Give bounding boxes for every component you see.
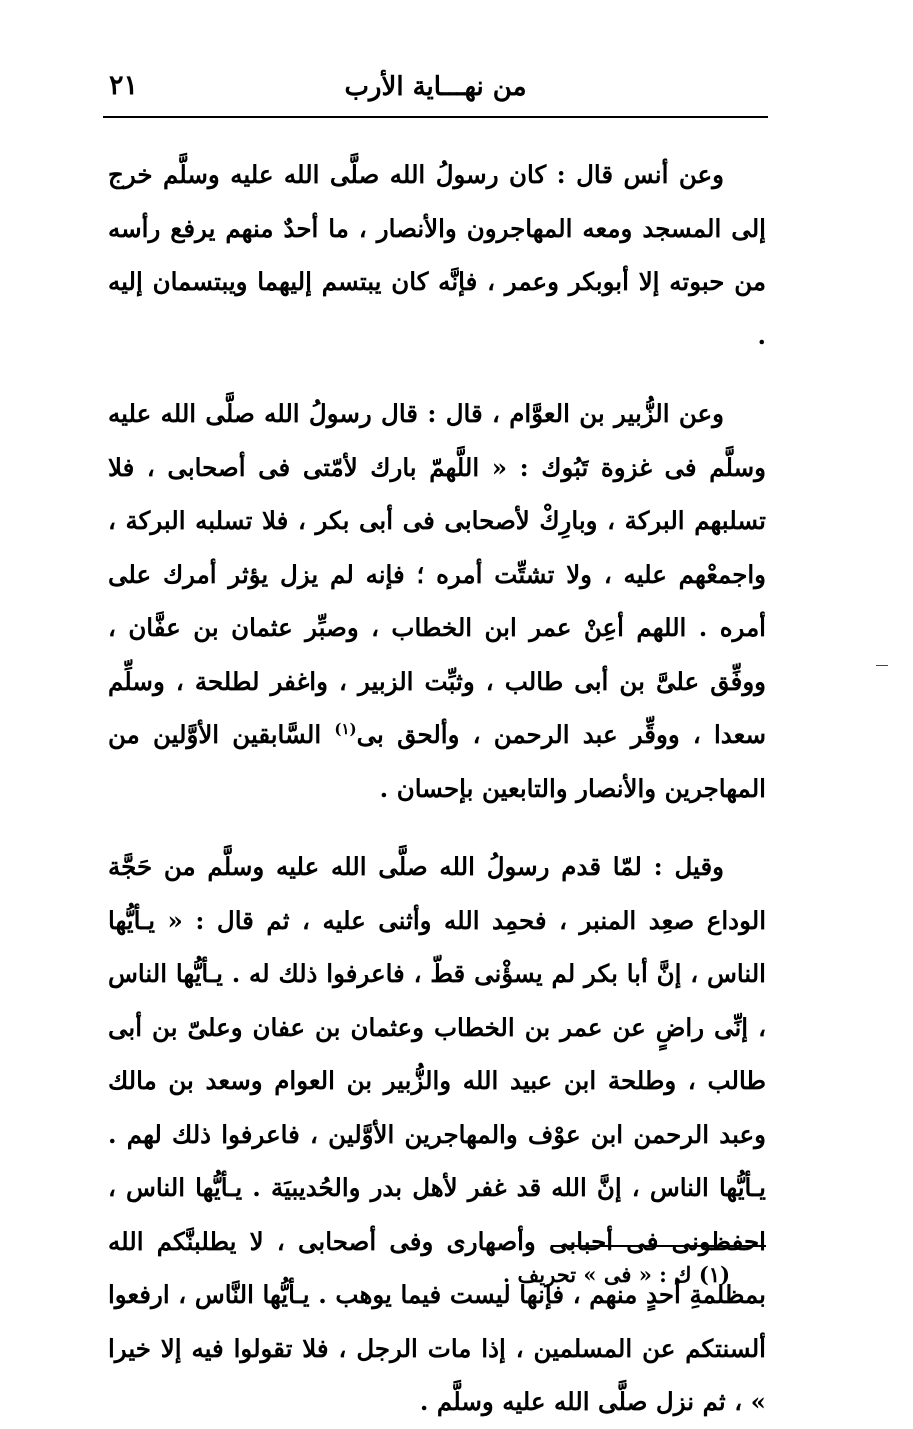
body-text [108,148,766,1429]
running-title: من نهـــاية الأرب [344,72,527,102]
paragraph-zubayr-text: وعن الزُّبير بن العوَّام ، قال : قال رسولُ الله صلَّى الله عليه وسلَّم فى غزوة تَبُوك : « اللَّهمّ بارك لأمّتى فى أصحابى ، فلا تسلبهم البركة ، وبارِكْ لأصحابى فى أبى بكر ، فلا تسلبه البركة ، واجمعْهم عليه ، ولا تشتِّت أمره ؛ فإنه لم يزل يؤثر أمرك على أمره . اللهم أعِنْ عمر ابن الخطاب ، وصبِّر عثمان بن عفَّان ، ووفِّق علىَّ بن أبى طالب ، وثبِّت الزبير ، واغفر لطلحة ، وسلِّم سعدا ، ووقِّر عبد الرحمن ، وألحق بى [108,399,766,749]
paragraph-anas: وعن أنس قال : كان رسولُ الله صلَّى الله عليه وسلَّم خرج إلى المسجد ومعه المهاجرون والأنصار ، ما أحدٌ منهم يرفع رأسه من حبوته إلا أبوبكر وعمر ، فإنَّه كان يبتسم إليهما ويبتسمان إليه . [108,160,766,350]
page-header [103,58,768,106]
footnote: (١) ك : « فى » تحريف . [502,1262,730,1287]
paragraph-zubayr [108,387,766,815]
header-rule [103,116,768,118]
page-number: ٢١ [109,70,139,101]
margin-mark [876,665,888,666]
footnote-reference[interactable]: (١) [334,719,357,738]
paragraph-zubayr-text-after: السَّابقين الأوَّلين من المهاجرين والأنصار والتابعين بإحسان . [108,720,766,803]
paragraph-farewell-pilgrimage: وقيل : لمّا قدم رسولُ الله صلَّى الله عليه وسلَّم من حَجَّة الوداع صعِد المنبر ، فحمِد الله وأثنى عليه ، ثم قال : « يـأيُّها الناس ، إنَّ أبا بكر لم يسؤْنى قطّ ، فاعرفوا ذلك له . يـأيُّها الناس ، إنِّى راضٍ عن عمر بن الخطاب وعثمان بن عفان وعلىّ بن أبى طالب ، وطلحة ابن عبيد الله والزُّبير بن العوام وسعد بن مالك وعبد الرحمن ابن عوْف والمهاجرين الأوَّلين ، فاعرفوا ذلك لهم . يـأيُّها الناس ، إنَّ الله قد غفر لأهل بدر والحُديبيَة . يـأيُّها الناس ، احفظونى فى أحبابى وأصهارى وفى أصحابى ، لا يطلبنَّكم الله بمظلمةِ أحدٍ منهم ، فإنها ليست فيما يوهب . يـأيُّها النَّاس ، ارفعوا ألسنتكم عن المسلمين ، إذا مات الرجل ، فلا تقولوا فيه إلا خيرا » ، ثم نزل صلَّى الله عليه وسلَّم . [108,852,766,1416]
footnote-rule [553,1245,766,1247]
